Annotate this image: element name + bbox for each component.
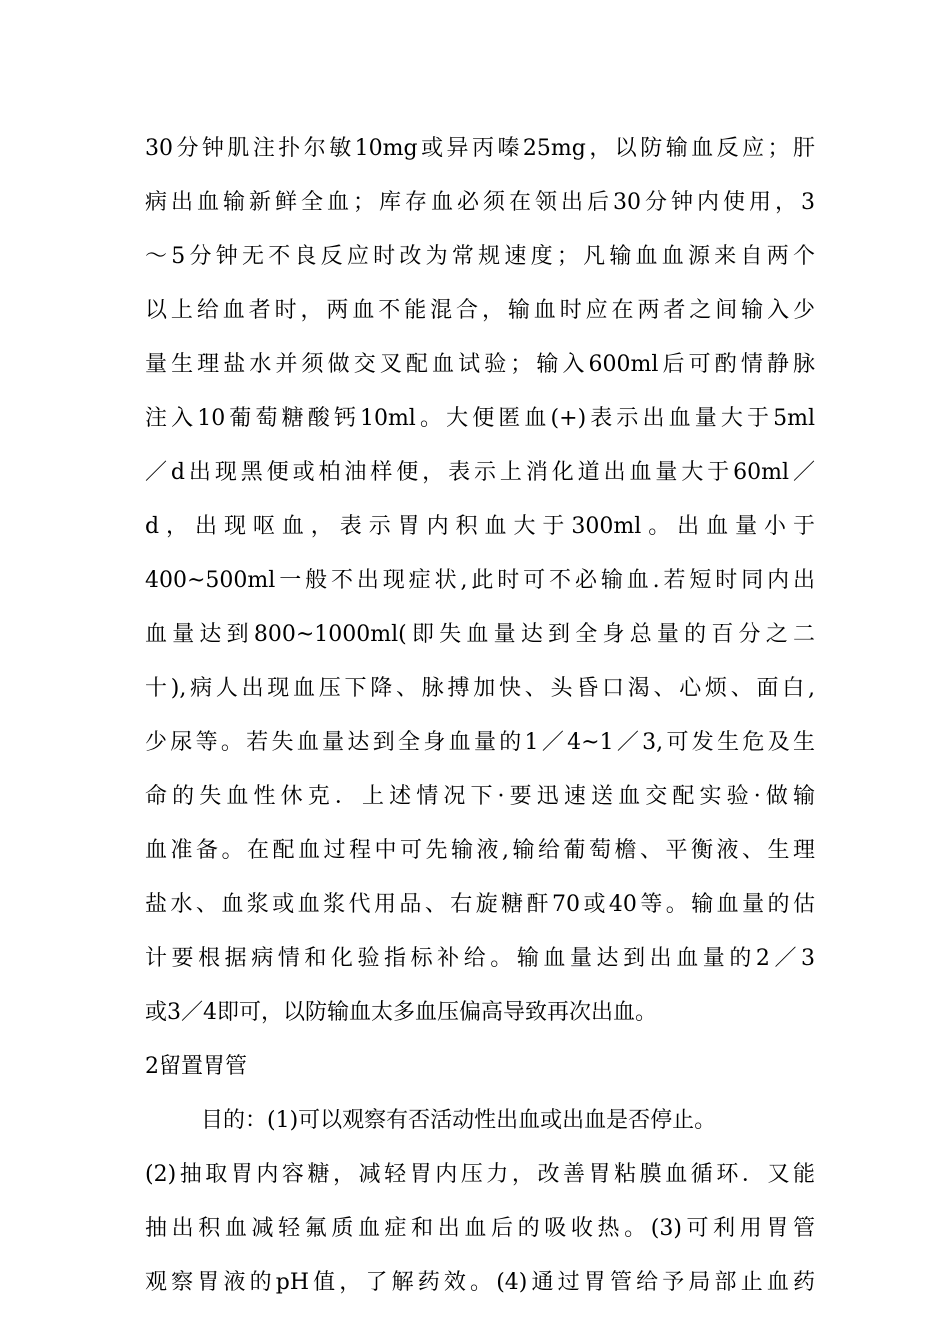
text-line-7: ／d出现黑便或柏油样便，表示上消化道出血量大于60ml／	[145, 460, 815, 485]
section-heading: 2留置胃管	[145, 1054, 247, 1079]
text-line-20: (2)抽取胃内容糖，减轻胃内压力，改善胃粘膜血循环．又能	[145, 1162, 815, 1187]
text-line-8: d，出现呕血，表示胃内积血大于300ml。出血量小于	[145, 514, 815, 539]
text-line-11: 十),病人出现血压下降、脉搏加快、头昏口渴、心烦、面白,	[145, 676, 815, 701]
text-line-15: 盐水、血浆或血浆代用品、右旋糖酐70或40等。输血量的估	[145, 892, 815, 917]
text-line-5: 量生理盐水并须做交叉配血试验；输入600ml后可酌情静脉	[145, 352, 815, 377]
text-line-2: 病出血输新鲜全血；库存血必须在领出后30分钟内使用，3	[145, 190, 815, 215]
text-line-21: 抽出积血减轻氟质血症和出血后的吸收热。(3)可利用胃管	[145, 1216, 815, 1241]
text-line-10: 血量达到800~1000ml(即失血量达到全身总量的百分之二	[145, 622, 815, 647]
text-line-6: 注入10葡萄糖酸钙10ml。大便匿血(+)表示出血量大于5ml	[145, 406, 815, 431]
text-line-22: 观察胃液的pH值，了解药效。(4)通过胃管给予局部止血药	[145, 1270, 815, 1295]
text-line-4: 以上给血者时，两血不能混合，输血时应在两者之间输入少	[145, 298, 815, 323]
document-body	[145, 122, 815, 1310]
text-line-17: 或3／4即可，以防输血太多血压偏高导致再次出血。	[145, 1000, 657, 1025]
text-line-3: ～5分钟无不良反应时改为常规速度；凡输血血源来自两个	[145, 244, 815, 269]
text-line-16: 计要根据病情和化验指标补给。输血量达到出血量的2／3	[145, 946, 815, 971]
text-line-19: 目的：(1)可以观察有否活动性出血或出血是否停止。	[201, 1108, 717, 1133]
text-line-14: 血准备。在配血过程中可先输液,输给葡萄檐、平衡液、生理	[145, 838, 815, 863]
text-line-9: 400~500ml一般不出现症状,此时可不必输血.若短时同内出	[145, 568, 815, 593]
text-line-1: 30分钟肌注扑尔敏10mg或异丙嗪25mg，以防输血反应；肝	[145, 136, 815, 161]
text-line-12: 少尿等。若失血量达到全身血量的1／4~1／3,可发生危及生	[145, 730, 815, 755]
text-line-13: 命的失血性休克．上述情况下·要迅速送血交配实验·做输	[145, 784, 815, 809]
